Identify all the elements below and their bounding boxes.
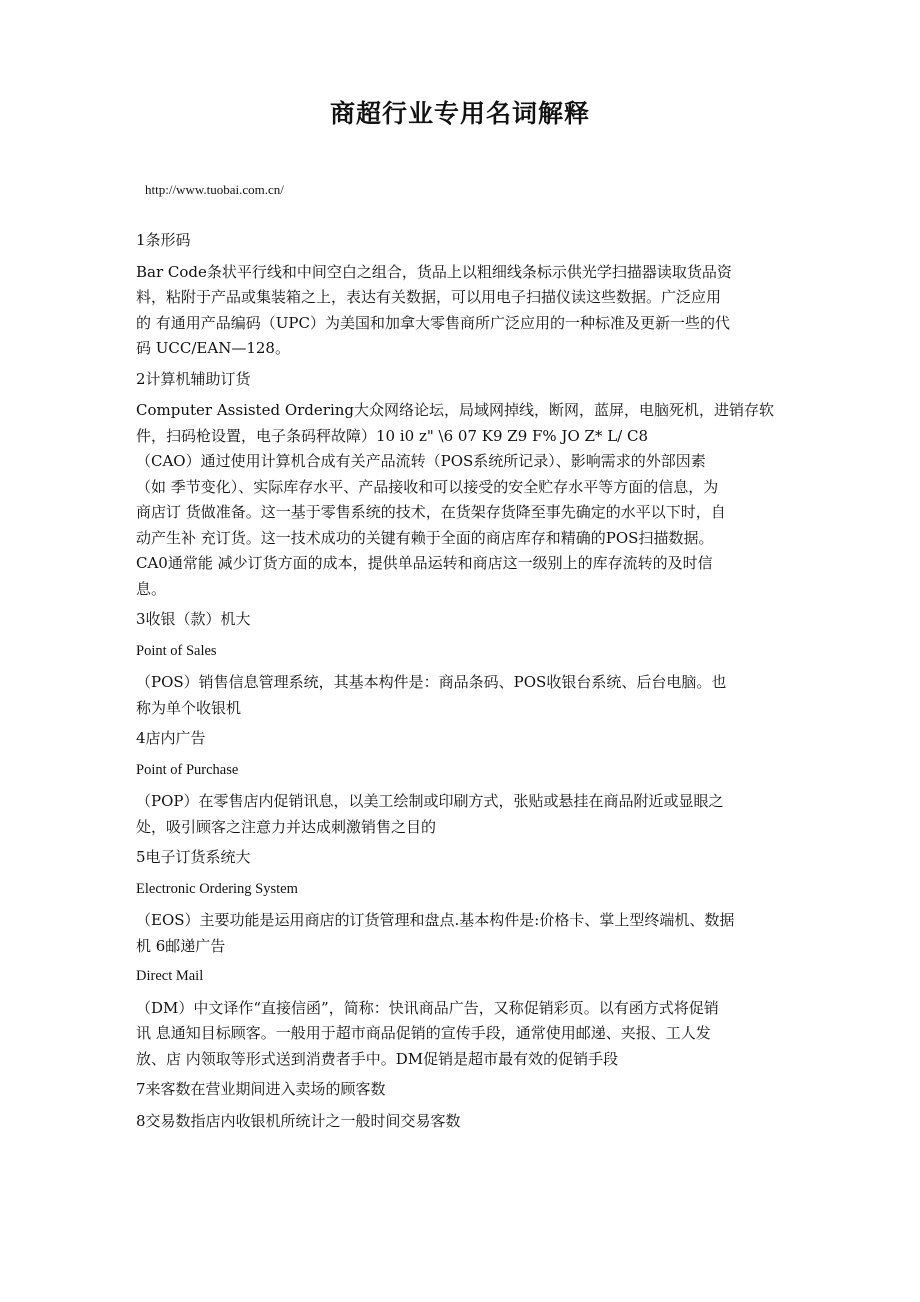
text-line: （如 季节变化）、实际库存水平、产品接收和可以接受的安全贮存水平等方面的信息，为 [136, 477, 719, 496]
paragraph [136, 398, 792, 602]
paragraph [136, 996, 792, 1073]
document-body [136, 228, 792, 1140]
text-line: （POP）在零售店内促销讯息，以美工绘制或印刷方式，张贴或悬挂在商品附近或显眼之 [136, 792, 724, 810]
text-line: 讯 息通知目标顾客。一般用于超市商品促销的宣传手段，通常使用邮递、夹报、工人发 [136, 1024, 711, 1042]
english-term [136, 964, 792, 990]
text-line: 商店订 货做准备。这一基于零售系统的技术，在货架存货降至事先确定的水平以下时，自 [136, 503, 726, 521]
text-line: Direct Mail [136, 968, 204, 984]
section-heading [136, 1109, 792, 1135]
text-line: 3收银（款）机大 [136, 610, 251, 628]
text-line: Point of Sales [136, 642, 217, 659]
text-line: 息。 [136, 579, 167, 598]
section-heading [136, 607, 792, 633]
text-line: Electronic Ordering System [136, 880, 298, 897]
paragraph [136, 670, 792, 721]
english-term [136, 758, 792, 784]
text-line: Computer Assisted Ordering大众网络论坛，局域网掉线，断网，蓝屏，电脑死机，进销存软 [136, 401, 775, 419]
section-heading [136, 726, 792, 752]
paragraph [136, 908, 792, 959]
source-url: http://www.tuobai.com.cn/ [145, 182, 284, 197]
text-line: CA0通常能 减少订货方面的成本，提供单品运转和商店这一级别上的库存流转的及时信 [136, 554, 713, 572]
text-line: 的 有通用产品编码（UPC）为美国和加拿大零售商所广泛应用的一种标准及更新一些的代 [136, 313, 730, 332]
text-line: 料，粘附于产品或集装箱之上，表达有关数据，可以用电子扫描仪读这些数据。广泛应用 [136, 288, 722, 306]
text-line: 件，扫码枪设置，电子条码秤故障）10 i0 z" \6 07 K9 Z9 F% JO Z* L/ C8 [136, 426, 649, 445]
text-line: Point of Purchase [136, 761, 239, 778]
section-heading [136, 845, 792, 871]
text-line: 机 6邮递广告 [136, 936, 226, 955]
english-term [136, 639, 792, 665]
text-line: 4店内广告 [136, 729, 206, 747]
text-line: （EOS）主要功能是运用商店的订货管理和盘点.基本构件是:价格卡、掌上型终端机、数据 [136, 911, 735, 929]
paragraph [136, 789, 792, 840]
text-line: 1条形码 [136, 231, 191, 249]
paragraph [136, 260, 792, 362]
text-line: （POS）销售信息管理系统，其基本构件是：商品条码、POS收银台系统、后台电脑。也 [136, 673, 727, 691]
text-line: 动产生补 充订货。这一技术成功的关键有赖于全面的商店库存和精确的POS扫描数据。 [136, 528, 714, 547]
text-line: 码 UCC/EAN—128。 [136, 339, 290, 357]
document-title: 商超行业专用名词解释 [329, 99, 590, 128]
text-line: 2计算机辅助订货 [136, 369, 251, 388]
text-line: 称为单个收银机 [136, 698, 242, 717]
text-line: 7来客数在营业期间进入卖场的顾客数 [136, 1080, 386, 1098]
text-line: （DM）中文译作“直接信函”，简称：快讯商品广告，又称促销彩页。以有函方式将促销 [136, 998, 719, 1017]
text-line: （CAO）通过使用计算机合成有关产品流转（POS系统所记录）、影响需求的外部因素 [136, 452, 706, 470]
section-heading [136, 367, 792, 393]
text-line: Bar Code条状平行线和中间空白之组合，货品上以粗细线条标示供光学扫描器读取货品资 [136, 262, 732, 281]
text-line: 处，吸引顾客之注意力并达成刺激销售之目的 [136, 817, 437, 836]
text-line: 8交易数指店内收银机所统计之一般时间交易客数 [136, 1111, 461, 1130]
text-line: 放、店 内领取等形式送到消费者手中。DM促销是超市最有效的促销手段 [136, 1049, 619, 1068]
english-term [136, 877, 792, 903]
section-heading [136, 1077, 792, 1103]
section-heading [136, 228, 792, 254]
text-line: 5电子订货系统大 [136, 848, 251, 866]
